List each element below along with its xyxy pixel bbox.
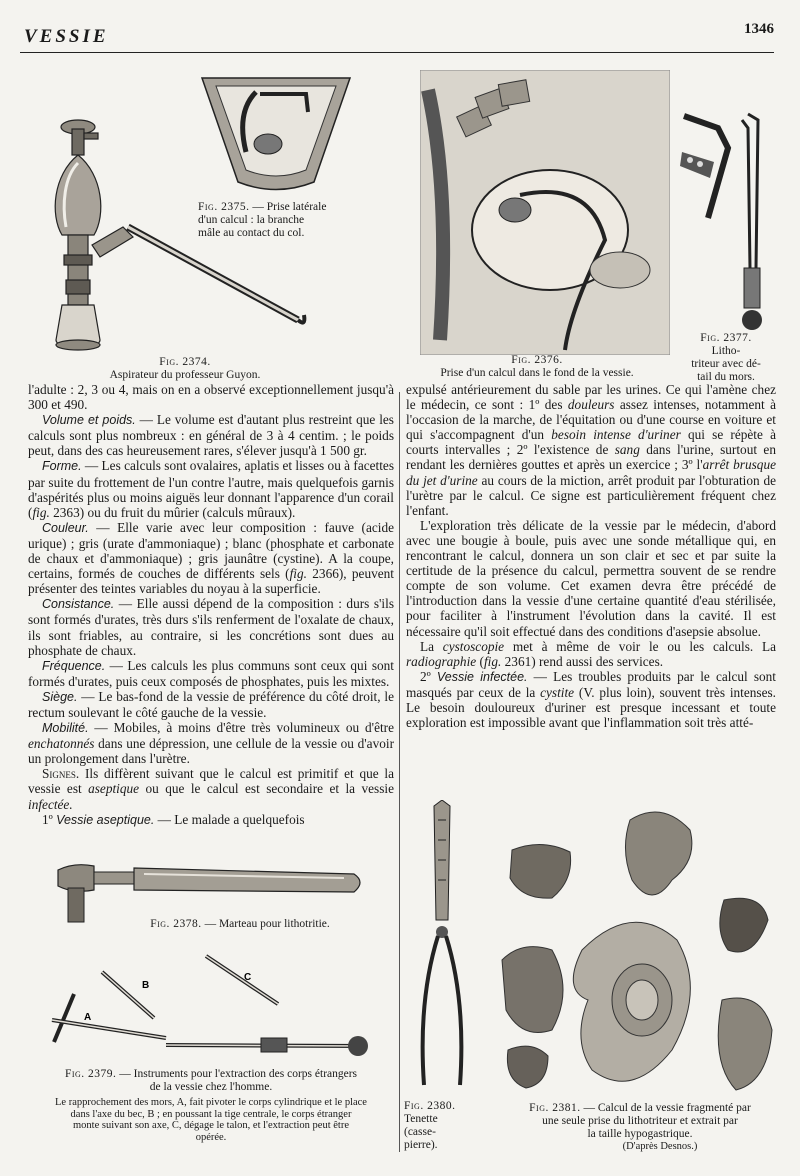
running-title: VESSIE [24, 26, 109, 47]
figure-2376-pelvic-section [420, 70, 670, 355]
page-number: 1346 [744, 21, 774, 37]
paragraph-infectee: 2º Vessie infectée. — Les troubles produits par le calcul sont masqués par ceux de la cystite (V. plus loin), souvent très intenses. Le besoin douloureux d'uriner est presque incessant et toute exploration est impossible avant que l'inflammation soit très atté- [406, 668, 776, 731]
figure-2381-calculus-fragments [492, 800, 782, 1100]
caption-2376: Fig. 2376. Prise d'un calcul dans le fond de la vessie. [440, 354, 634, 379]
column-divider [399, 392, 400, 1152]
figure-2378-hammer [54, 860, 366, 924]
paragraph-couleur: Couleur. — Elle varie avec leur composition : fauve (acide urique) ; gris (urate d'ammoniaque) ; blanc (phosphate et carbonate de chaux et d'ammoniaque) ; gris jaunâtre (cystine). A la coupe, certains, formés de couches de différents sels (fig. 2366), peuvent présenter des teintes variables du noyau à la superficie. [28, 519, 394, 597]
label-c: C [244, 972, 252, 983]
caption-2380: Fig. 2380. Tenette (casse- pierre). [404, 1100, 456, 1151]
caption-2377: Fig. 2377. Litho- triteur avec dé- tail du mors. [691, 332, 761, 383]
caption-2381: Fig. 2381. — Calcul de la vessie fragmenté par une seule prise du lithotriteur et extrait par la taille hypogastrique. (D'après Desnos.) [529, 1102, 751, 1152]
paragraph-consistance: Consistance. — Elle aussi dépend de la composition : durs s'ils sont formés d'urates, très durs s'ils renferment de l'oxalate de chaux, ils sont friables, au contraire, si les concrétions sont dues au phosphate de chaux. [28, 596, 394, 658]
label-a: A [84, 1012, 92, 1023]
label-b: B [142, 980, 150, 991]
paragraph-frequence: Fréquence. — Les calculs les plus communs sont ceux qui sont formés d'urates, puis ceux composés de phosphates, puis les mixtes. [28, 657, 394, 689]
page-header [20, 18, 774, 53]
figure-2377-lithotrite [678, 108, 778, 336]
paragraph-volume: Volume et poids. — Le volume est d'autant plus restreint que les calculs sont plus nombreux : en général de 3 à 4 centim. ; le poids peut, dans des cas heureusement rares, s'élever jusqu'à 1 500 gr. [28, 412, 394, 459]
caption-2378: Fig. 2378. — Marteau pour lithotritie. [150, 918, 330, 930]
caption-2379: Fig. 2379. — Instruments pour l'extraction des corps étrangers de la vessie chez l'homme. Le rapprochement des mors, A, fait pivoter le corps cylindrique et le place dans l'axe du bec, B ; en poussant la tige centrale, le corps étranger monte suivant son axe, C, dégage le talon, et l'extraction peut être opérée. [55, 1068, 367, 1143]
paragraph-signes: Signes. Ils diffèrent suivant que le calcul est primitif et que la vessie est aseptique ou que le calcul est secondaire et la vessie infectée. [28, 766, 394, 812]
right-column [406, 382, 776, 730]
paragraph-exploration: L'exploration très délicate de la vessie par le médecin, d'abord avec une bougie à boule, puis avec une sonde métallique qui, en rencontrant le calcul, donnera un son clair et sec et par suite la certitude de la présence du calcul, permettra souvent de se rendre compte de son volume. Cet examen devra être précédé de l'introduction dans la vessie d'une certaine quantité d'eau stérilisée, pour faciliter à l'instrument l'évolution dans la cavité. Il est nécessaire qu'il soit effectué dans des conditions d'asepsie absolue. [406, 517, 776, 639]
left-column [28, 382, 394, 828]
figure-2379-extraction-instruments [46, 950, 372, 1070]
paragraph-symptoms: expulsé antérieurement du sable par les urines. Ce qui l'amène chez le médecin, ce sont : 1º des douleurs assez intenses, notamment à l'occasion de la marche, de l'équitation ou d'une course en voiture et qui s'accompagnent d'un besoin intense d'uriner qui se répète à courts intervalles ; 2º l'existence de sang dans l'urine, surtout en rendant les dernières gouttes et après un exercice ; 3º l'arrêt brusque du jet d'urine au cours de la miction, arrêt produit par l'obturation de l'urètre par le calcul. Ce signe est particulièrement fréquent chez l'enfant. [406, 382, 777, 518]
paragraph-forme: Forme. — Les calculs sont ovalaires, aplatis et lisses ou à facettes par suite du frottement de l'un contre l'autre, mais quelquefois garnis d'aspérités plus ou moins aiguës leur donnant l'apparence d'un corail (fig. 2363) ou du fruit du mûrier (calculs mûraux). [28, 458, 394, 520]
paragraph-aseptique: 1º Vessie aseptique. — Le malade a quelquefois [42, 811, 305, 827]
caption-2374: Fig. 2374. Aspirateur du professeur Guyon. [109, 356, 261, 381]
caption-2375: Fig. 2375. — Prise latérale d'un calcul : la branche mâle au contact du col. [198, 201, 327, 239]
paragraph-mobilite: Mobilité. — Mobiles, à moins d'être très volumineux ou d'être enchatonnés dans une dépression, une cellule de la vessie ou d'avoir un prolongement dans l'urètre. [28, 720, 394, 767]
paragraph-cystoscopie: La cystoscopie met à même de voir le ou les calculs. La radiographie (fig. 2361) rend aussi des services. [406, 638, 776, 669]
figure-2375-bladder-section [196, 72, 356, 197]
paragraph: l'adulte : 2, 3 ou 4, mais on en a observé exceptionnellement jusqu'à 300 et 490. [28, 382, 394, 413]
paragraph-siege: Siège. — Le bas-fond de la vessie de préférence du côté droit, le rectum soulevant le côté gauche de la vessie. [28, 688, 394, 720]
figure-2380-tenette [412, 800, 472, 1090]
